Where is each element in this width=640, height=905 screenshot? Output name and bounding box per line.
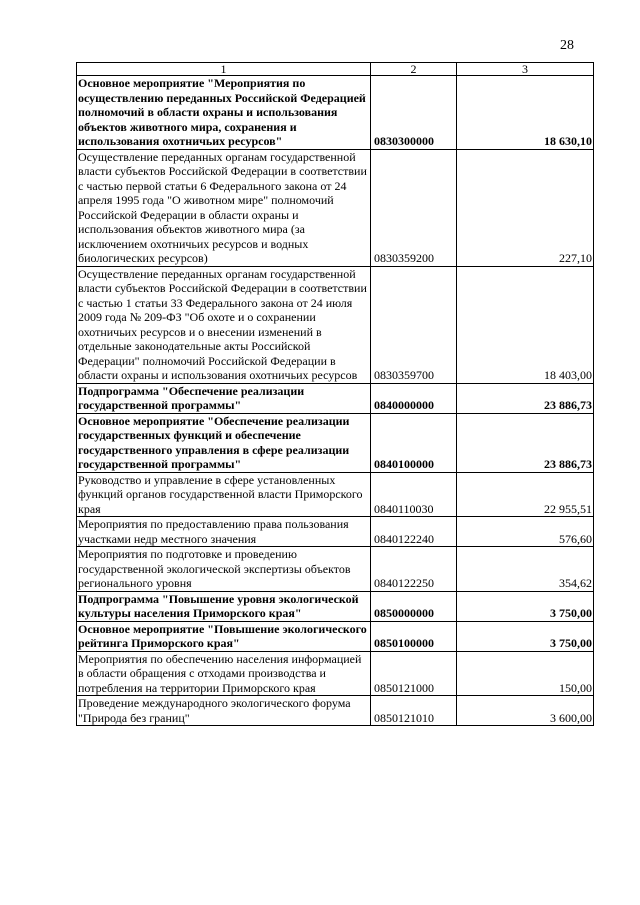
row-amount: 22 955,51 (457, 472, 594, 517)
row-amount: 18 630,10 (457, 76, 594, 150)
column-header-1: 1 (77, 63, 371, 76)
row-amount: 3 750,00 (457, 621, 594, 651)
row-amount: 227,10 (457, 149, 594, 266)
table-row (77, 472, 594, 517)
row-amount: 150,00 (457, 651, 594, 696)
table-row (77, 651, 594, 696)
table-row (77, 266, 594, 383)
row-name: Осуществление переданных органам государственной власти субъектов Российской Федерации в соответствии с частью первой статьи 6 Федерального закона от 24 апреля 1995 года "О животном мире" полномочий Российской Федерации в области охраны и использования объектов животного мира (за исключением охотничьих ресурсов и водных биологических ресурсов) (77, 149, 371, 266)
row-code: 0830300000 (371, 76, 457, 150)
table-row (77, 591, 594, 621)
row-name: Основное мероприятие "Повышение экологического рейтинга Приморского края" (77, 621, 371, 651)
table-row (77, 621, 594, 651)
table-row (77, 413, 594, 472)
row-amount: 18 403,00 (457, 266, 594, 383)
header-row (77, 63, 594, 76)
row-code: 0850121000 (371, 651, 457, 696)
row-code: 0840000000 (371, 383, 457, 413)
row-code: 0830359200 (371, 149, 457, 266)
row-code: 0850100000 (371, 621, 457, 651)
column-header-3: 3 (457, 63, 594, 76)
table-row (77, 547, 594, 592)
table-row (77, 517, 594, 547)
row-name: Подпрограмма "Обеспечение реализации государственной программы" (77, 383, 371, 413)
row-code: 0840122250 (371, 547, 457, 592)
row-code: 0840110030 (371, 472, 457, 517)
table-row (77, 696, 594, 726)
table-row (77, 76, 594, 150)
row-code: 0840122240 (371, 517, 457, 547)
row-amount: 3 600,00 (457, 696, 594, 726)
row-name: Подпрограмма "Повышение уровня экологической культуры населения Приморского края" (77, 591, 371, 621)
row-amount: 23 886,73 (457, 383, 594, 413)
row-name: Основное мероприятие "Обеспечение реализации государственных функций и обеспечение государственного управления в сфере реализации государственной программы" (77, 413, 371, 472)
row-name: Основное мероприятие "Мероприятия по осуществлению переданных Российской Федерацией полномочий в области охраны и использования объектов животного мира, сохранения и использования охотничьих ресурсов" (77, 76, 371, 150)
table-row (77, 149, 594, 266)
row-code: 0850000000 (371, 591, 457, 621)
row-name: Руководство и управление в сфере установленных функций органов государственной власти Приморского края (77, 472, 371, 517)
row-code: 0840100000 (371, 413, 457, 472)
row-code: 0850121010 (371, 696, 457, 726)
row-amount: 354,62 (457, 547, 594, 592)
row-name: Осуществление переданных органам государственной власти субъектов Российской Федерации в соответствии с частью 1 статьи 33 Федерального закона от 24 июля 2009 года № 209-ФЗ "Об охоте и о сохранении охотничьих ресурсов и о внесении изменений в отдельные законодательные акты Российской Федерации" полномочий Российской Федерации в области охраны и использования охотничьих ресурсов (77, 266, 371, 383)
page-number: 28 (560, 38, 574, 53)
row-name: Мероприятия по предоставлению права пользования участками недр местного значения (77, 517, 371, 547)
row-amount: 576,60 (457, 517, 594, 547)
table-row (77, 383, 594, 413)
budget-table (76, 62, 594, 726)
column-header-2: 2 (371, 63, 457, 76)
row-name: Проведение международного экологического форума "Природа без границ" (77, 696, 371, 726)
row-code: 0830359700 (371, 266, 457, 383)
row-name: Мероприятия по обеспечению населения информацией в области обращения с отходами производства и потребления на территории Приморского края (77, 651, 371, 696)
row-amount: 3 750,00 (457, 591, 594, 621)
row-name: Мероприятия по подготовке и проведению государственной экологической экспертизы объектов регионального уровня (77, 547, 371, 592)
row-amount: 23 886,73 (457, 413, 594, 472)
